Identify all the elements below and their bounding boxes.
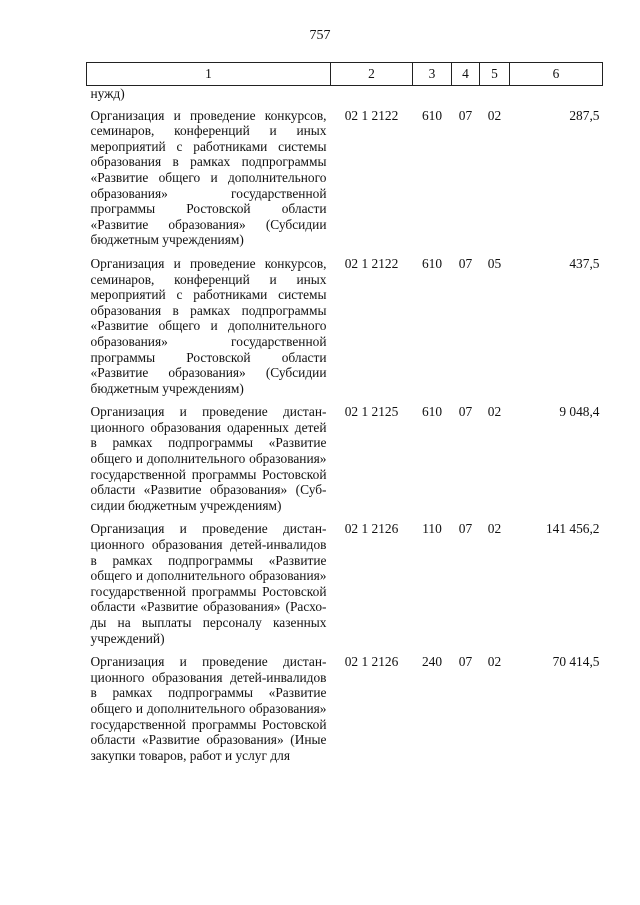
row-description: Организация и проведение конкурсов, семинаров, конференций и иных мероприятий с работниками системы образования в рамках подпрограммы «Развитие общего и дополнительного образования» государственной программы Ростовской области «Развитие образования» (Субсидии бюджетным учреждениям) xyxy=(90,255,327,396)
row-section: 07 xyxy=(458,654,473,670)
row-amount: 141 456,2 xyxy=(545,521,600,537)
budget-table xyxy=(86,62,603,771)
column-number-header-row xyxy=(87,63,603,86)
row-section: 07 xyxy=(458,255,473,271)
table-row xyxy=(87,654,603,771)
row-description: Организация и проведение дистанционного образования детей-инвалидов в рамках подпрограммы «Развитие общего и дополнительного образования» государственной программы Ростовской области «Развитие образования» (Иные закупки товаров, работ и услуг для xyxy=(90,654,327,763)
row-section: 07 xyxy=(458,404,473,420)
row-subsection: 02 xyxy=(487,107,502,123)
row-amount: 437,5 xyxy=(569,255,600,271)
row-target-code: 02 1 2126 xyxy=(344,654,399,670)
row-section: 07 xyxy=(458,107,473,123)
row-amount: 70 414,5 xyxy=(552,654,600,670)
page-number: 757 xyxy=(309,28,331,43)
row-expense-type: 610 xyxy=(421,107,443,123)
row-section: 07 xyxy=(458,521,473,537)
continuation-text: нужд) xyxy=(90,86,125,101)
row-target-code: 02 1 2122 xyxy=(344,107,399,123)
column-header-2: 2 xyxy=(331,63,413,86)
column-header-1: 1 xyxy=(87,63,331,86)
row-subsection: 05 xyxy=(487,255,502,271)
row-target-code: 02 1 2122 xyxy=(344,255,399,271)
row-description: Организация и проведение дистанционного образования детей-инвалидов в рамках подпрограммы «Развитие общего и дополнительного образования» государственной программы Ростовской области «Развитие образования» (Расходы на выплаты персоналу казенных учреждений) xyxy=(90,521,327,646)
column-header-5: 5 xyxy=(480,63,510,86)
table-row xyxy=(87,521,603,654)
row-subsection: 02 xyxy=(487,521,502,537)
column-header-4: 4 xyxy=(452,63,480,86)
row-expense-type: 610 xyxy=(421,404,443,420)
row-target-code: 02 1 2126 xyxy=(344,521,399,537)
continuation-row xyxy=(87,86,603,108)
column-header-3: 3 xyxy=(413,63,452,86)
row-expense-type: 240 xyxy=(421,654,443,670)
row-expense-type: 610 xyxy=(421,255,443,271)
row-target-code: 02 1 2125 xyxy=(344,404,399,420)
table-row xyxy=(87,404,603,521)
table-row xyxy=(87,256,603,404)
row-description: Организация и проведение дистанционного образования одаренных детей в рамках подпрограммы «Развитие общего и дополнительного образования» государственной программы Ростовской области «Развитие образования» (Субсидии бюджетным учреждениям) xyxy=(90,404,327,513)
column-header-6: 6 xyxy=(510,63,603,86)
table-row xyxy=(87,108,603,256)
row-subsection: 02 xyxy=(487,404,502,420)
row-amount: 287,5 xyxy=(569,107,600,123)
row-expense-type: 110 xyxy=(422,521,442,537)
row-subsection: 02 xyxy=(487,654,502,670)
row-description: Организация и проведение конкурсов, семинаров, конференций и иных мероприятий с работниками системы образования в рамках подпрограммы «Развитие общего и дополнительного образования» государственной программы Ростовской области «Развитие образования» (Субсидии бюджетным учреждениям) xyxy=(90,107,327,248)
row-amount: 9 048,4 xyxy=(559,404,600,420)
